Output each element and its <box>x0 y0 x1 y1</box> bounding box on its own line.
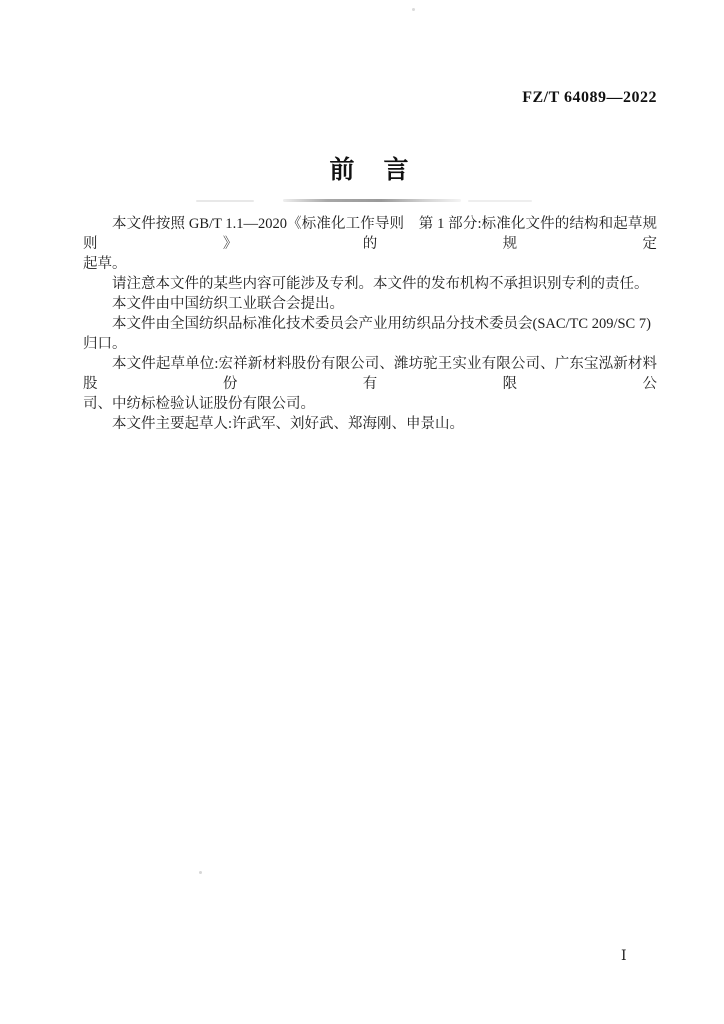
foreword-line: 起草。 <box>83 256 127 272</box>
page-number: Ⅰ <box>621 949 627 964</box>
scan-speck-artifact <box>199 871 202 874</box>
foreword-line: 本文件由中国纺织工业联合会提出。 <box>112 296 344 312</box>
foreword-line: 本文件按照 GB/T 1.1—2020《标准化工作导则 第 1 部分:标准化文件的结构和起草规则》的规定 <box>83 216 657 252</box>
scan-speck-artifact <box>412 8 415 11</box>
page-title: 前 言 <box>329 156 411 184</box>
foreword-line: 司、中纺标检验认证股份有限公司。 <box>83 396 315 412</box>
foreword-line: 请注意本文件的某些内容可能涉及专利。本文件的发布机构不承担识别专利的责任。 <box>112 276 649 292</box>
foreword-line: 本文件由全国纺织品标准化技术委员会产业用纺织品分技术委员会(SAC/TC 209/SC 7)归口。 <box>83 316 651 352</box>
foreword-line: 本文件主要起草人:许武军、刘好武、郑海刚、申景山。 <box>112 416 465 432</box>
scan-smudge-artifact <box>468 200 532 202</box>
foreword-body <box>83 214 657 434</box>
scan-smudge-artifact <box>283 199 461 202</box>
standard-code: FZ/T 64089—2022 <box>522 89 657 106</box>
foreword-line: 本文件起草单位:宏祥新材料股份有限公司、潍坊驼王实业有限公司、广东宝泓新材料股份有限公 <box>83 356 657 392</box>
scan-smudge-artifact <box>196 200 254 202</box>
